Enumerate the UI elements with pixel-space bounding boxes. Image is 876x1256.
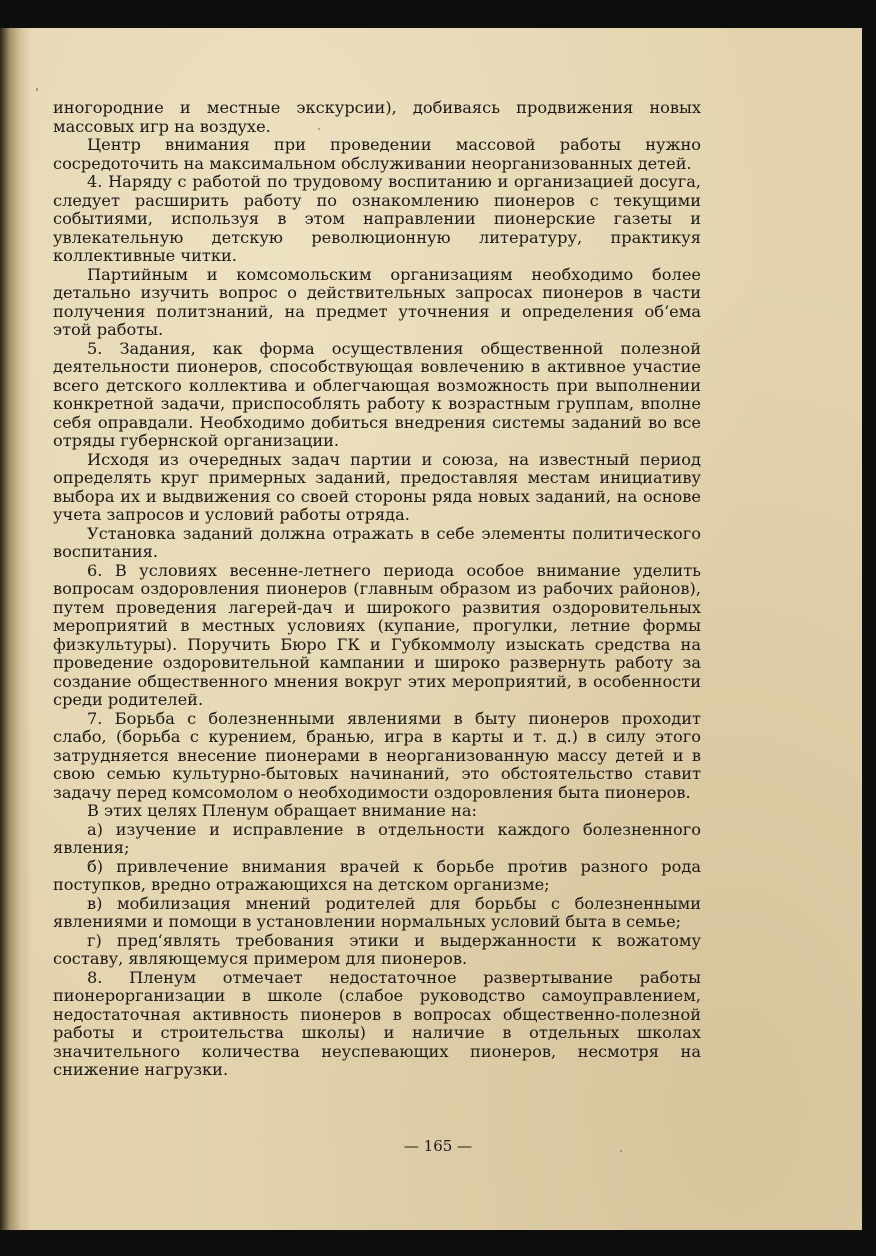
paragraph: 4. Наряду с работой по трудовому воспитанию и организацией досуга, следует расширить работу по ознакомлению пионеров с текущими событиями, используя в этом направлении пионерские газеты и увлекательную детскую революционную литературу, практикуя коллективные читки. — [53, 172, 701, 265]
page-number: — 165 — — [403, 1137, 473, 1155]
paragraph: 5. Задания, как форма осуществления общественной полезной деятельности пионеров, способствующая вовлечению в активное участие всего детского коллектива и облегчающая возможность при выполнении конкретной задачи, приспособлять работу к возрастным группам, вполне себя оправдали. Необходимо добиться внедрения системы заданий во все отряды губернской организации. — [53, 338, 701, 450]
paragraph: В этих целях Пленум обращает внимание на: — [87, 801, 477, 820]
page-binding-edge — [0, 28, 24, 1230]
paragraph: 7. Борьба с болезненными явлениями в быту пионеров проходит слабо, (борьба с курением, бранью, игра в карты и т. д.) в силу этого затрудняется внесение пионерами в неорганизованную массу детей и в свою семью культурно-бытовых начинаний, это обстоятельство ставит задачу перед комсомолом о необходимости оздоровления быта пионеров. — [53, 708, 701, 802]
list-item: б) привлечение внимания врачей к борьбе против разного рода поступков, вредно отражающихся на детском организме; — [53, 856, 701, 894]
body-text — [53, 99, 701, 1080]
paragraph: 8. Пленум отмечает недостаточное развертывание работы пионерорганизации в школе (слабое руководство самоуправлением, недостаточная активность пионеров в вопросах общественно-полезной работы и строительства школы) и наличие в отдельных школах значительного количества неуспевающих пионеров, несмотря на снижение нагрузки. — [53, 967, 701, 1079]
paragraph: иногородние и местные экскурсии), добиваясь продвижения новых массовых игр на воздухе. — [53, 98, 701, 136]
paragraph: Партийным и комсомольским организациям необходимо более детально изучить вопрос о действительных запросах пионеров в части получения политзнаний, на предмет уточнения и определения об‘ема этой работы. — [53, 264, 701, 339]
paragraph: Установка заданий должна отражать в себе элементы политического воспитания. — [53, 523, 701, 561]
paragraph: Исходя из очередных задач партии и союза, на известный период определять круг примерных заданий, предоставляя местам инициативу выбора их и выдвижения со своей стороны ряда новых заданий, на основе учета запросов и условий работы отряда. — [53, 449, 701, 524]
paragraph: 6. В условиях весенне-летнего периода особое внимание уделить вопросам оздоровления пионеров (главным образом из рабочих районов), путем проведения лагерей-дач и широкого развития оздоровительных мероприятий в местных условиях (купание, прогулки, летние формы физкультуры). Поручить Бюро ГК и Губкоммолу изыскать средства на проведение оздоровительной кампании и широко развернуть работу за создание общественного мнения вокруг этих мероприятий, в особенности среди родителей. — [53, 560, 701, 709]
list-item: а) изучение и исправление в отдельности каждого болезненного явления; — [53, 819, 701, 857]
list-item: в) мобилизация мнений родителей для борьбы с болезненными явлениями и помощи в установлении нормальных условий быта в семье; — [53, 893, 701, 931]
paragraph: Центр внимания при проведении массовой работы нужно сосредоточить на максимальном обслуживании неорганизованных детей. — [53, 135, 701, 173]
paper-speck — [36, 88, 38, 91]
list-item: г) пред‘являть требования этики и выдержанности к вожатому составу, являющемуся примером для пионеров. — [53, 930, 701, 968]
